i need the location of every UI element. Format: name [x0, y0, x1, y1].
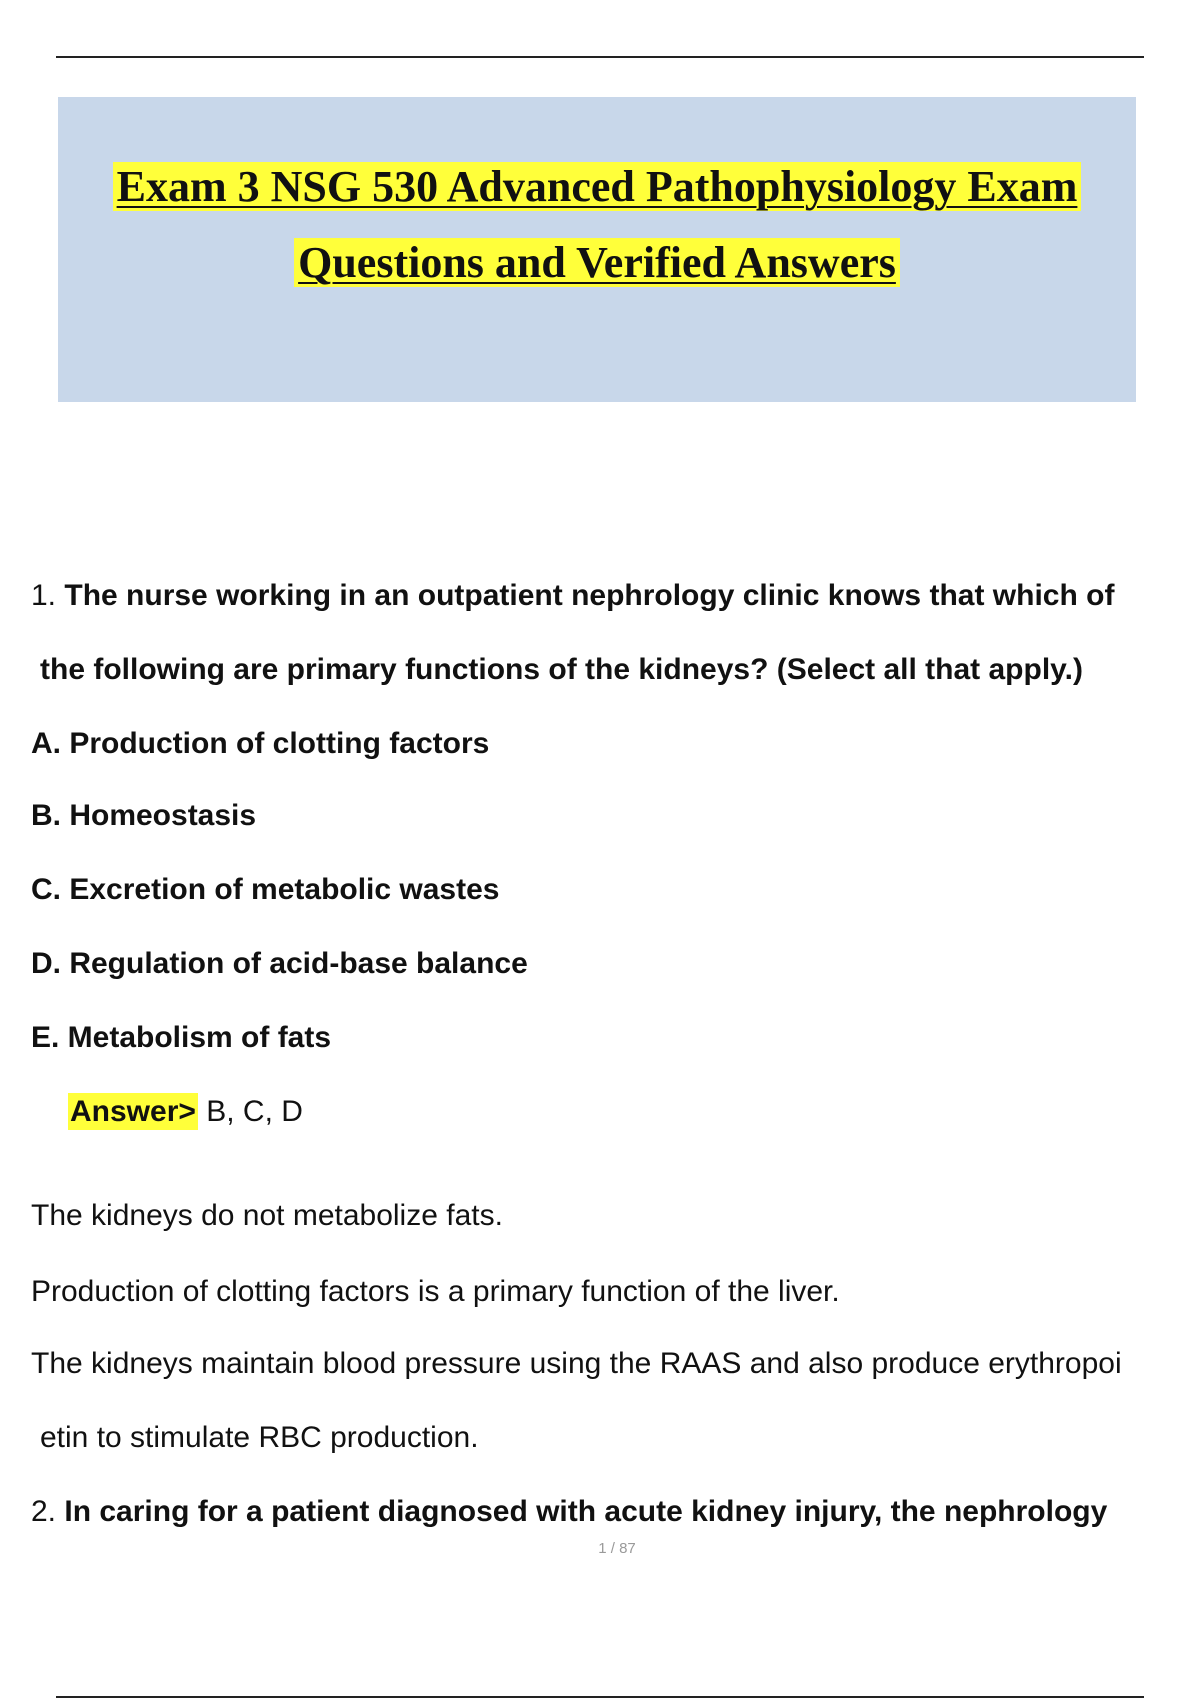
rationale-line-2: Production of clotting factors is a primary function of the liver.	[31, 1275, 840, 1308]
question-1-number: 1.	[31, 579, 57, 612]
answer-line	[68, 1094, 303, 1130]
option-b: B. Homeostasis	[31, 799, 257, 832]
answer-label: Answer>	[70, 1095, 196, 1128]
document-title-line-2	[58, 237, 1136, 289]
option-c: C. Excretion of metabolic wastes	[31, 873, 500, 906]
document-title-text-1: Exam 3 NSG 530 Advanced Pathophysiology Exam	[113, 162, 1082, 211]
top-rule	[56, 56, 1144, 58]
question-1-stem-text-1: The nurse working in an outpatient nephrology clinic knows that which of	[64, 579, 1115, 612]
title-banner	[58, 97, 1136, 402]
answer-value: B, C, D	[197, 1095, 303, 1128]
question-2-stem-line-1	[31, 1494, 1107, 1530]
rationale-line-3: The kidneys maintain blood pressure using the RAAS and also produce erythropoi	[31, 1347, 1122, 1380]
page-indicator: 1 / 87	[598, 1540, 636, 1557]
document-title-line-1	[58, 161, 1136, 213]
question-1-stem-line-1	[31, 578, 1114, 614]
rationale-line-4: etin to stimulate RBC production.	[40, 1421, 479, 1454]
bottom-rule	[56, 1696, 1144, 1698]
question-2-stem-text-1: In caring for a patient diagnosed with acute kidney injury, the nephrology	[64, 1495, 1108, 1528]
question-2-number: 2.	[31, 1495, 57, 1528]
document-title-text-2: Questions and Verified Answers	[294, 238, 900, 287]
option-e: E. Metabolism of fats	[31, 1021, 332, 1054]
option-d: D. Regulation of acid-base balance	[31, 947, 528, 980]
question-1-stem-line-2: the following are primary functions of the kidneys? (Select all that apply.)	[40, 653, 1083, 686]
rationale-line-1: The kidneys do not metabolize fats.	[31, 1199, 503, 1232]
option-a: A. Production of clotting factors	[31, 727, 490, 760]
